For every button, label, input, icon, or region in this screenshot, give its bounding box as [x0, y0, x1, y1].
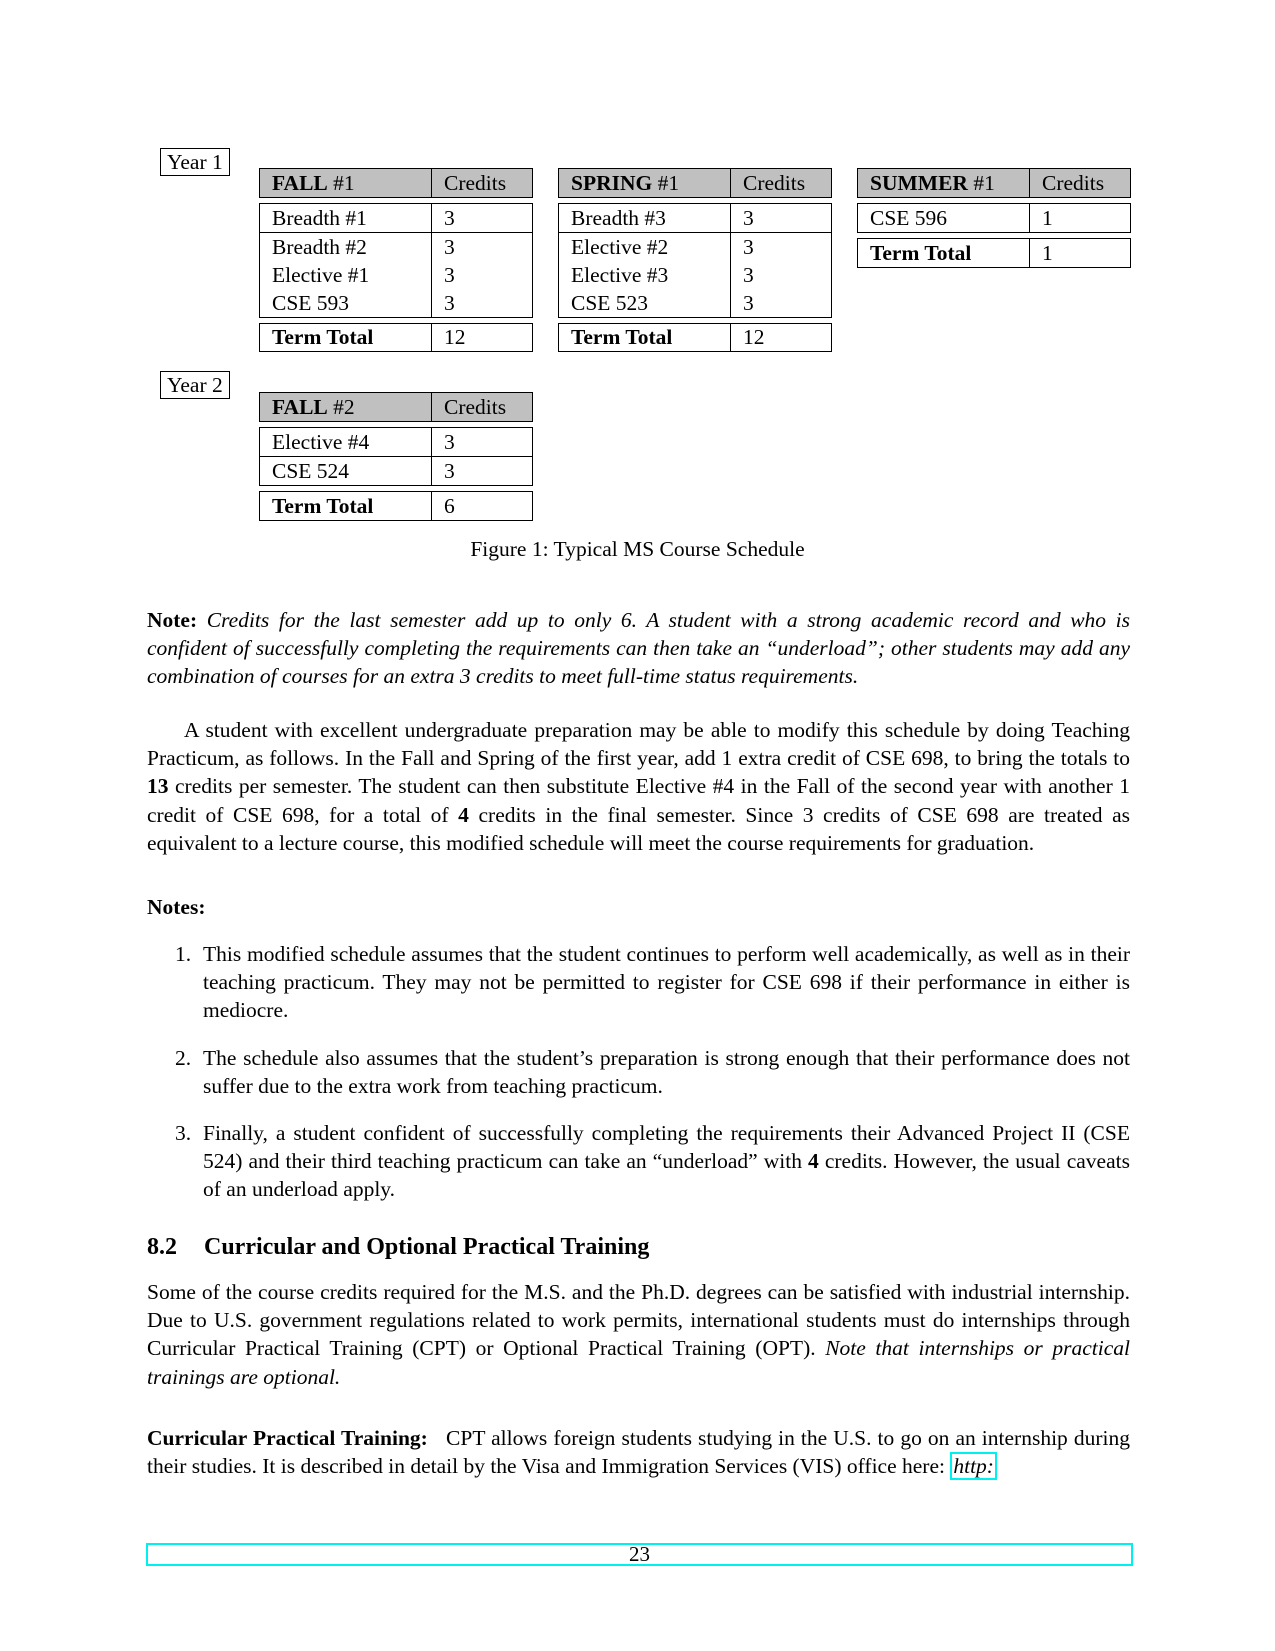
term-number: #2 [327, 395, 355, 419]
course-name: Breadth #3 [559, 204, 731, 232]
course-name: Elective #3 [559, 261, 731, 289]
course-credits: 3 [444, 291, 455, 315]
list-item [147, 940, 1130, 1025]
term-total-label: Term Total [260, 492, 432, 520]
paragraph-text: credits in the final semester. Since 3 credits of CSE 698 are treated as equivalent to a lecture course, this modified schedule will meet the course requirements for graduation. [147, 802, 1130, 855]
course-credits: 3 [444, 459, 455, 483]
figure-caption: Figure 1: Typical MS Course Schedule [470, 537, 805, 561]
term-total-row [259, 491, 533, 521]
list-item [147, 1119, 1130, 1204]
table-row [260, 204, 532, 233]
course-credits: 3 [743, 206, 754, 230]
schedule-table-spring-1 [558, 168, 832, 352]
term-name: SPRING [571, 171, 653, 195]
note-text: Credits for the last semester add up to only 6. A student with a strong academic record and who is confident of successfully completing the requirements can then take an “underload”; other students may add any combination of courses for an extra 3 credits to meet full-time status requirements. [147, 608, 1130, 689]
course-credits: 3 [743, 235, 754, 259]
term-total-row [558, 323, 832, 352]
term-total-row [857, 238, 1131, 268]
course-list [857, 203, 1131, 233]
course-credits: 1 [1042, 206, 1053, 230]
term-name: FALL [272, 171, 328, 195]
list-number: 1. [175, 942, 192, 966]
term-total-value: 1 [1042, 241, 1053, 265]
term-name: FALL [272, 395, 328, 419]
year-1-label: Year 1 [160, 148, 230, 176]
practicum-paragraph [147, 716, 1130, 857]
list-number: 3. [175, 1121, 192, 1146]
course-credits: 3 [743, 291, 754, 315]
table-header [259, 392, 533, 422]
term-total-label: Term Total [559, 323, 731, 351]
table-row [260, 261, 532, 289]
credits-4-emphasis: 4 [808, 1149, 819, 1174]
course-credits: 3 [444, 235, 455, 259]
section-title: Curricular and Optional Practical Training [204, 1234, 650, 1260]
page-number: 23 [629, 1542, 650, 1566]
section-intro-paragraph [147, 1278, 1130, 1391]
term-total-row [259, 323, 533, 352]
table-row [559, 261, 831, 289]
list-number: 2. [175, 1045, 192, 1070]
paragraph-text: A student with excellent undergraduate preparation may be able to modify this schedule by doing Teaching Practicum, as follows. In the Fall and Spring of the first year, add 1 extra credit of CSE 698, to bring the totals to [147, 718, 1130, 771]
schedule-table-summer-1 [857, 168, 1131, 268]
term-name: SUMMER [870, 171, 968, 195]
course-list [558, 203, 832, 318]
list-text: This modified schedule assumes that the student continues to perform well academically, as well as in their teaching practicum. They may not be permitted to register for CSE 698 if their performance in either is mediocre. [203, 942, 1130, 1023]
credits-header: Credits [444, 395, 507, 419]
list-text: credits. However, the usual caveats of an underload apply. [203, 1149, 1130, 1202]
course-credits: 3 [444, 430, 455, 454]
notes-heading: Notes: [147, 895, 206, 919]
course-credits: 3 [444, 206, 455, 230]
credits-13-emphasis: 13 [147, 774, 169, 799]
schedule-table-fall-2 [259, 392, 533, 521]
table-row [260, 428, 532, 457]
cpt-label: Curricular Practical Training: [147, 1426, 428, 1450]
term-number: #1 [967, 171, 995, 195]
table-row [858, 204, 1130, 232]
table-row [559, 204, 831, 233]
credits-header: Credits [1042, 171, 1105, 195]
course-credits: 3 [444, 263, 455, 287]
cpt-paragraph [147, 1424, 1130, 1480]
table-row [260, 289, 532, 317]
course-name: CSE 596 [858, 204, 1030, 232]
term-total-label: Term Total [260, 323, 432, 351]
year-2-label: Year 2 [160, 371, 230, 399]
section-number: 8.2 [147, 1234, 177, 1260]
term-number: #1 [327, 171, 355, 195]
list-item [147, 1044, 1130, 1100]
notes-list [147, 940, 1130, 1223]
course-name: Elective #2 [559, 233, 731, 261]
credits-header: Credits [743, 171, 806, 195]
intro-italic-note: Note that internships or practical trainings are optional. [147, 1336, 1130, 1389]
term-total-value: 12 [444, 325, 466, 349]
credits-header: Credits [444, 171, 507, 195]
credits-4-emphasis: 4 [458, 802, 469, 827]
intro-text: Some of the course credits required for the M.S. and the Ph.D. degrees can be satisfied with industrial internship. Due to U.S. government regulations related to work permits, international students must do internships through Curricular Practical Training (CPT) or Optional Practical Training (OPT). [147, 1280, 1130, 1361]
course-name: CSE 524 [260, 457, 432, 485]
course-list [259, 427, 533, 486]
table-header [558, 168, 832, 198]
schedule-table-fall-1 [259, 168, 533, 352]
section-heading [147, 1234, 649, 1261]
table-row [559, 289, 831, 317]
course-name: Elective #4 [260, 428, 432, 456]
list-text: Finally, a student confident of successfully completing the requirements their Advanced Project II (CSE 524) and their third teaching practicum can take an “underload” with [203, 1121, 1130, 1174]
course-name: Breadth #1 [260, 204, 432, 232]
list-text: The schedule also assumes that the student’s preparation is strong enough that their performance does not suffer due to the extra work from teaching practicum. [203, 1045, 1130, 1098]
course-name: Elective #1 [260, 261, 432, 289]
course-list [259, 203, 533, 318]
table-header [259, 168, 533, 198]
course-name: CSE 523 [559, 289, 731, 317]
term-total-label: Term Total [858, 239, 1030, 267]
course-name: Breadth #2 [260, 233, 432, 261]
term-total-value: 12 [743, 325, 765, 349]
vis-link[interactable]: http: [950, 1452, 997, 1480]
note-paragraph [147, 606, 1130, 691]
table-header [857, 168, 1131, 198]
table-row [260, 457, 532, 485]
table-row [559, 233, 831, 261]
term-total-value: 6 [444, 494, 455, 518]
course-credits: 3 [743, 263, 754, 287]
table-row [260, 233, 532, 261]
term-number: #1 [652, 171, 680, 195]
page-number-link[interactable] [146, 1543, 1133, 1566]
note-label: Note: [147, 608, 198, 632]
paragraph-text: credits per semester. The student can then substitute Elective #4 in the Fall of the second year with another 1 credit of CSE 698, for a total of [147, 774, 1130, 827]
cpt-text: CPT allows foreign students studying in the U.S. to go on an internship during their studies. It is described in detail by the Visa and Immigration Services (VIS) office here: [147, 1426, 1130, 1479]
course-name: CSE 593 [260, 289, 432, 317]
